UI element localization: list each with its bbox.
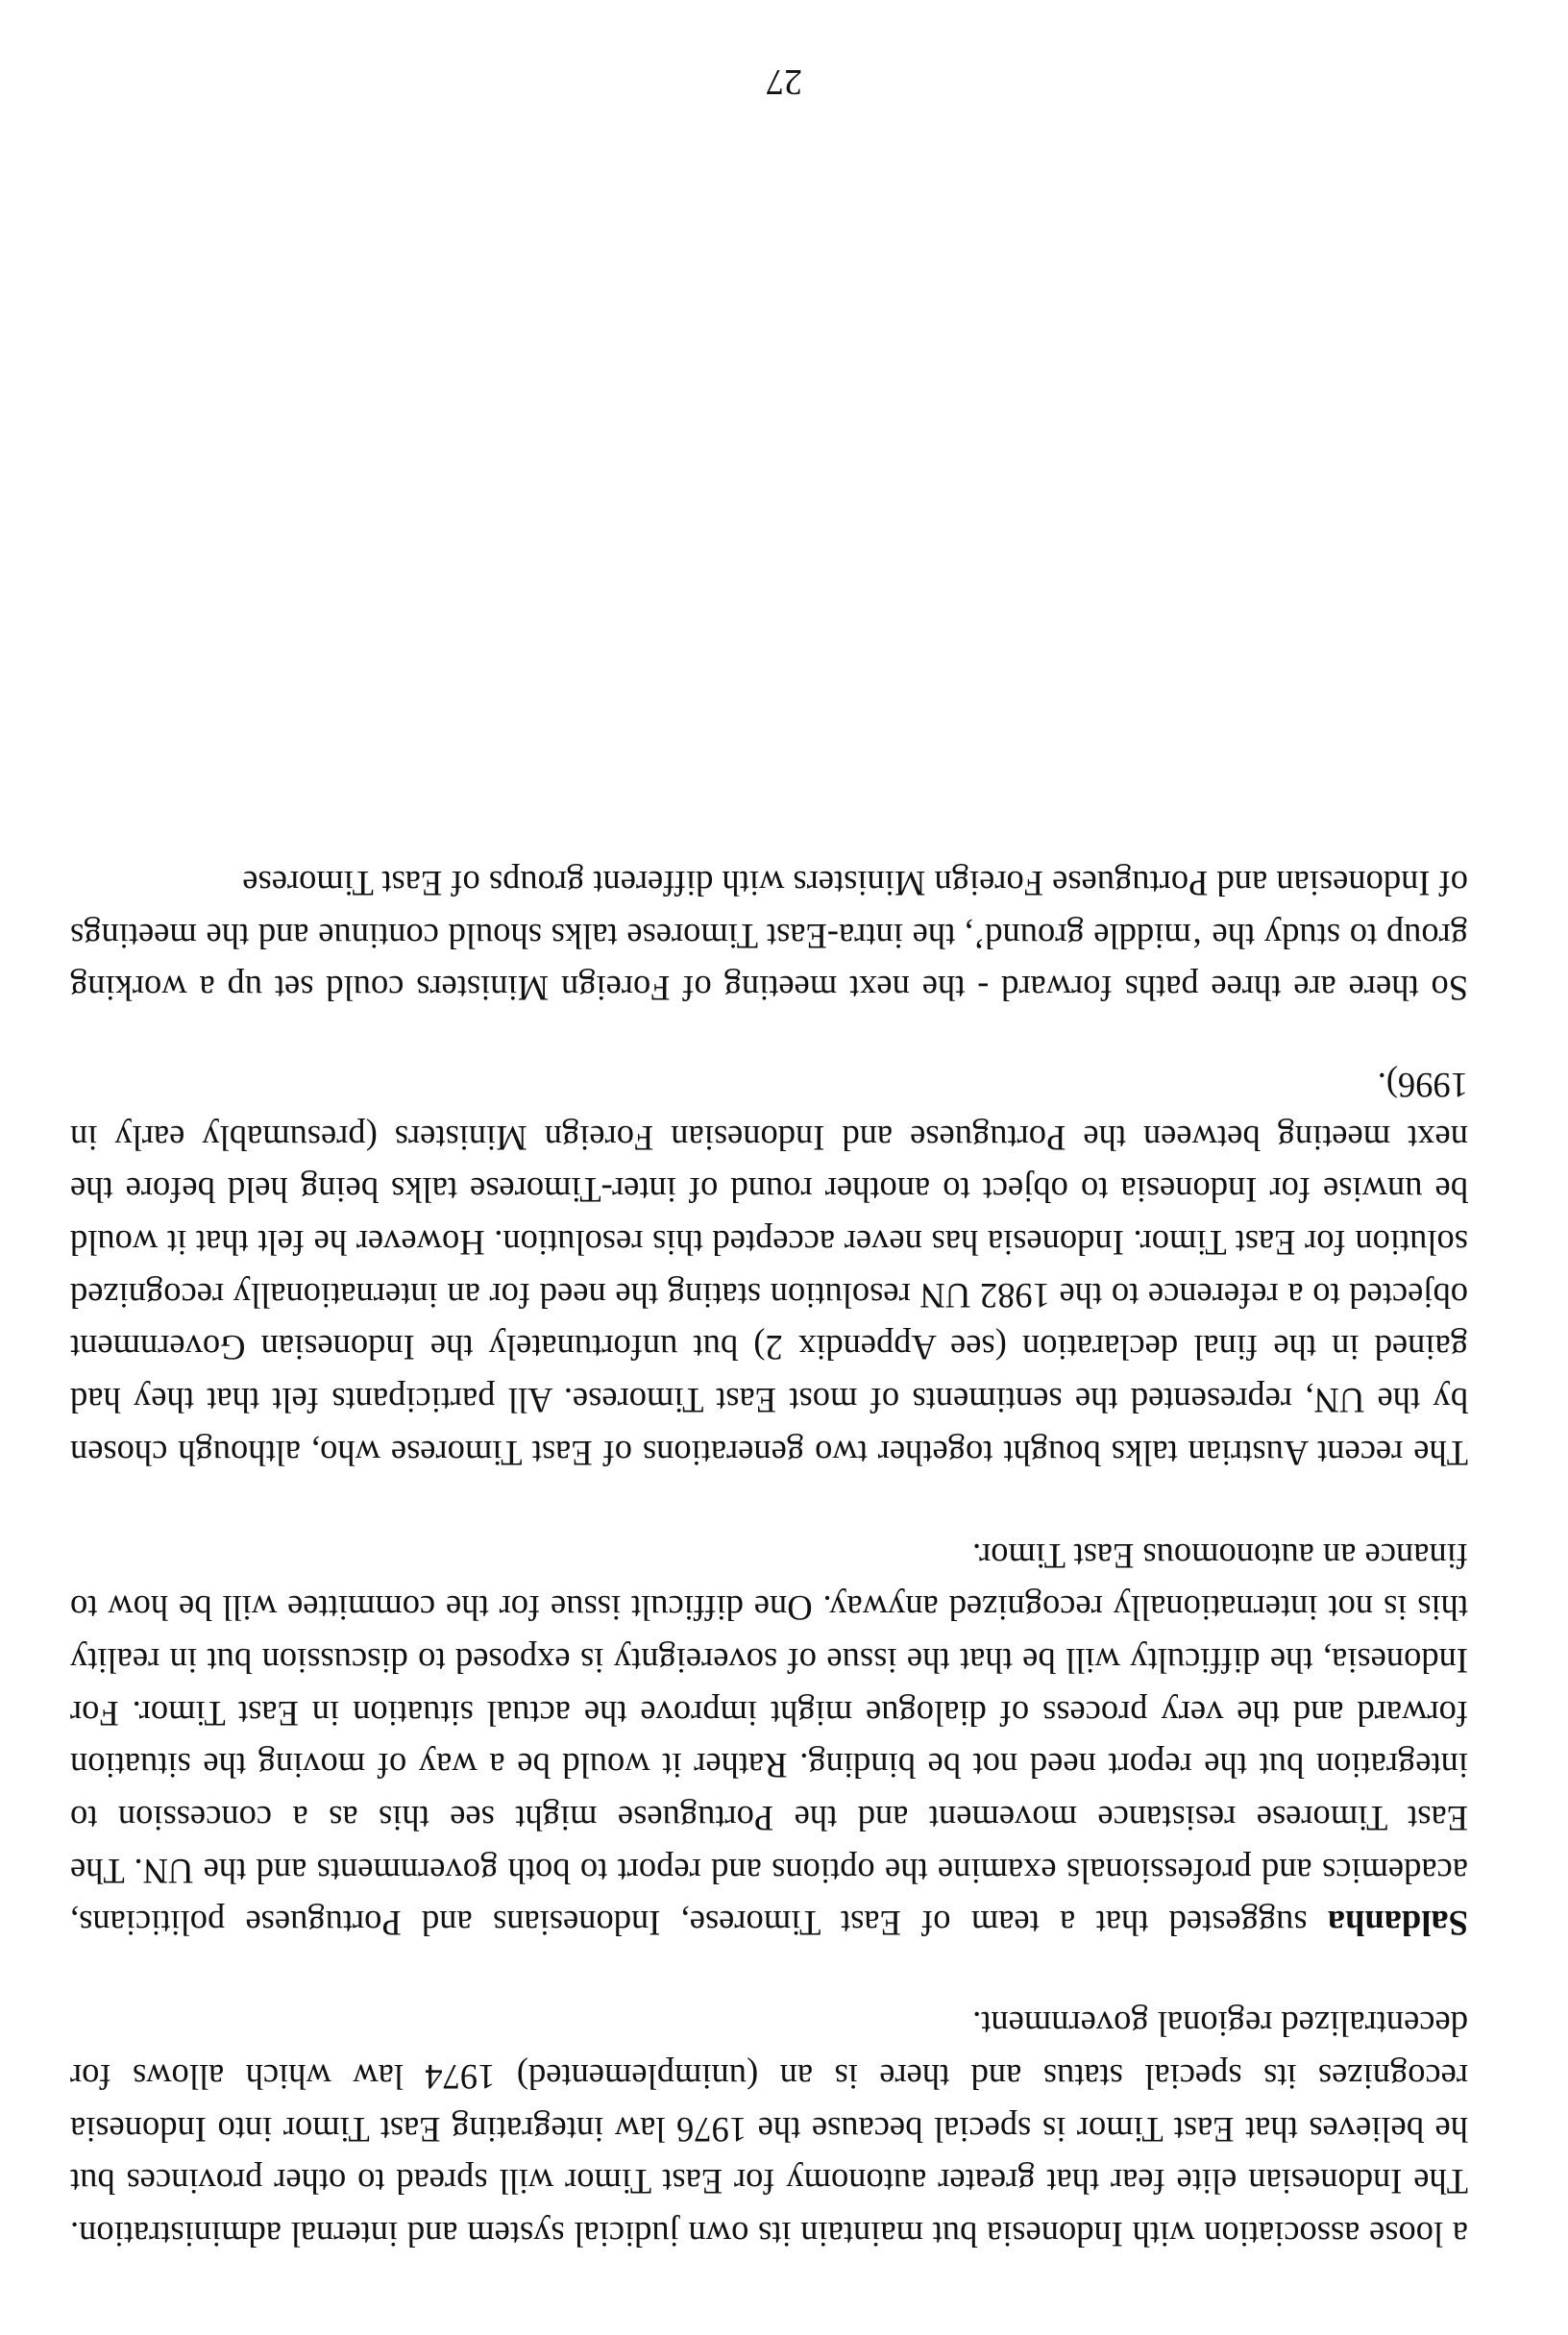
body-text bbox=[70, 856, 1468, 2260]
paragraph-saldanha bbox=[70, 1529, 1468, 1950]
page-number: 27 bbox=[766, 61, 802, 102]
paragraph-paths-forward: So there are three paths forward - the next meeting of Foreign Ministers could set up a working group to study the ‘middle ground’, the intra-East Timorese talks should continue and the meetings of Indonesian and Portuguese Foreign Ministers with different groups of East Timorese bbox=[70, 863, 1468, 1009]
speaker-name: Saldanha bbox=[1327, 1904, 1468, 1944]
paragraph-autonomy: a loose association with Indonesia but maintain its own judicial system and internal administration. The Indonesian elite fear that greater autonomy for East Timor will spread to other provinces but he believes that East Timor is special because the 1976 law integrating East Timor into Indonesia recognizes its special status and there is an (unimplemented) 1974 law which allows for decentralized regional government. bbox=[70, 2004, 1468, 2254]
paragraph-saldanha-text: suggested that a team of East Timorese, Indonesians and Portuguese politicians, academics and professionals examine the options and report to both governments and the UN. The East Timorese resistance movement and the Portuguese might see this as a concession to integration but the report need not be binding. Rather it would be a way of moving the situation forward and the very process of dialogue might improve the actual situation in East Timor. For Indonesia, the difficulty will be that the issue of sovereignty is exposed to discussion but in reality this is not internationally recognized anyway. One difficult issue for the committee will be how to finance an autonomous East Timor. bbox=[70, 1536, 1468, 1944]
paragraph-austrian-talks: The recent Austrian talks bought together two generations of East Timorese who, although chosen by the UN, represented the sentiments of most East Timorese. All participants felt that they had gained in the final declaration (see Appendix 2) but unfortunately the Indonesian Government objected to a reference to the 1982 UN resolution stating the need for an internationally recognized solution for East Timor. Indonesia has never accepted this resolution. However he felt that it would be unwise for Indonesia to object to another round of inter-Timorese talks being held before the next meeting between the Portuguese and Indonesian Foreign Ministers (presumably early in 1996). bbox=[70, 1065, 1468, 1473]
